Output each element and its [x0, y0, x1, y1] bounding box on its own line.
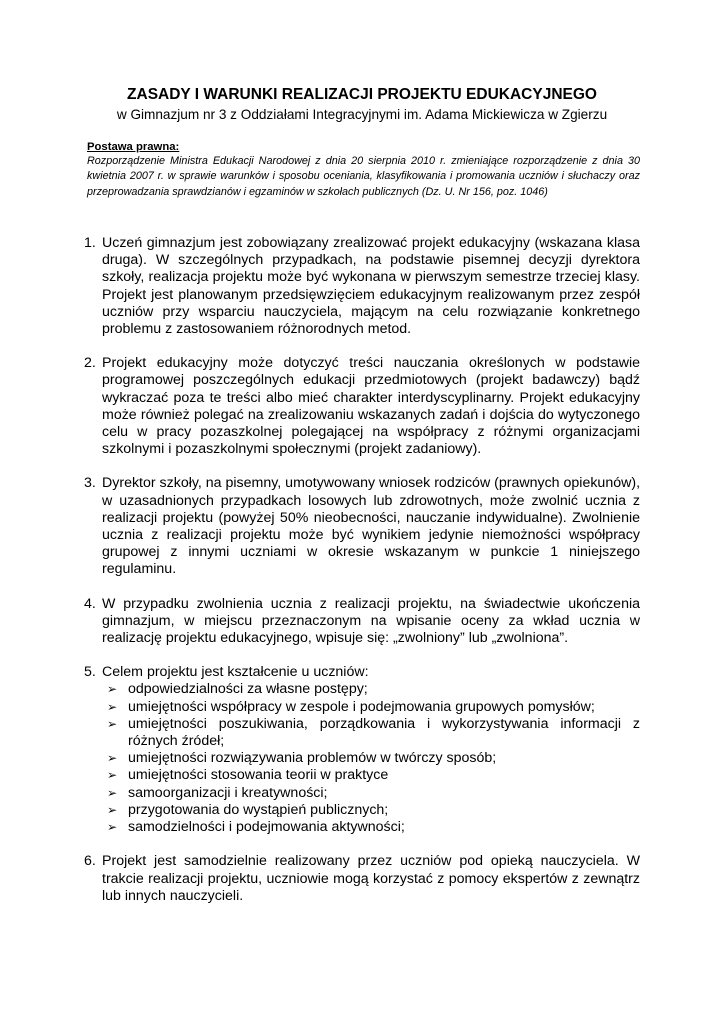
rule-item: [84, 853, 640, 905]
legal-basis: [87, 140, 640, 200]
rule-item: [84, 664, 640, 836]
goal-text: umiejętności stosowania teorii w praktyce: [128, 767, 389, 784]
goal-text: umiejętności rozwiązywania problemów w twórczy sposób;: [128, 750, 497, 767]
goal-item: [102, 750, 640, 767]
goal-text: samoorganizacji i kreatywności;: [128, 784, 328, 801]
goal-item: [102, 681, 640, 698]
rule-text: Projekt edukacyjny może dotyczyć treści nauczania określonych w podstawie programowej poszczególnych edukacji przedmiotowych (projekt badawczy) bądź wykraczać poza te treści albo mieć charakter interdyscyplinarny. Projekt edukacyjny może również polegać na zrealizowaniu wskazanych zadań i dojścia do wytyczonego celu w pracy pozaszkolnej polegającej na współpracy z różnymi organizacjami szkolnymi i pozaszkolnymi społecznymi (projekt zadaniowy).: [102, 355, 640, 458]
rule-text: Dyrektor szkoły, na pisemny, umotywowany wniosek rodziców (prawnych opiekunów), w uzasadnionych przypadkach losowych lub zdrowotnych, może zwolnić ucznia z realizacji projektu (powyżej 50% nieobecności, nauczanie indywidualne). Zwolnienie ucznia z realizacji projektu może być wynikiem jedynie niemożności współpracy grupowej z innymi uczniami w okresie wskazanym w punkcie 1 niniejszego regulaminu.: [102, 475, 641, 578]
goals-intro: Celem projektu jest kształcenie u uczniów:: [102, 664, 369, 681]
rule-item: [84, 355, 640, 458]
rule-text: Projekt jest samodzielnie realizowany przez uczniów pod opieką nauczyciela. W trakcie realizacji projektu, uczniowie mogą korzystać z pomocy ekspertów z zewnątrz lub innych nauczycieli.: [102, 853, 640, 904]
arrow-bullet-icon: ➢: [107, 751, 118, 766]
goal-item: [102, 716, 640, 750]
goal-item: [102, 819, 640, 836]
goal-item: [102, 767, 640, 784]
rule-number: 3.: [84, 475, 96, 492]
arrow-bullet-icon: ➢: [107, 820, 118, 835]
goal-text: przygotowania do wystąpień publicznych;: [128, 801, 389, 818]
arrow-bullet-icon: ➢: [107, 699, 118, 714]
rule-text: Uczeń gimnazjum jest zobowiązany zrealizować projekt edukacyjny (wskazana klasa druga). W szczególnych przypadkach, na podstawie pisemnej decyzji dyrektora szkoły, realizacja projektu może być wykonana w pierwszym semestrze trzeciej klasy. Projekt jest planowanym przedsięwzięciem edukacyjnym realizowanym przez zespół uczniów przy wsparciu nauczyciela, mającym na celu rozwiązanie konkretnego problemu z zastosowaniem różnorodnych metod.: [102, 235, 640, 338]
goal-item: [102, 699, 640, 716]
arrow-bullet-icon: ➢: [107, 802, 118, 817]
goal-text: umiejętności współpracy w zespole i podejmowania grupowych pomysłów;: [128, 698, 595, 715]
arrow-bullet-icon: ➢: [107, 768, 118, 783]
rules-list: [84, 235, 640, 922]
rule-text: W przypadku zwolnienia ucznia z realizacji projektu, na świadectwie ukończenia gimnazjum, w miejscu przeznaczonym na wpisanie oceny za wkład ucznia w realizację projektu edukacyjnego, wpisuje się: „zwolniony” lub „zwolniona”.: [102, 595, 640, 647]
arrow-bullet-icon: ➢: [107, 716, 118, 731]
goal-item: [102, 785, 640, 802]
rule-number: 6.: [84, 853, 96, 870]
legal-basis-heading: Postawa prawna:: [87, 141, 180, 153]
rule-number: 1.: [84, 235, 96, 251]
rule-item: [84, 475, 640, 578]
goal-text: umiejętności poszukiwania, porządkowania i wykorzystywania informacji z różnych źródeł;: [128, 715, 640, 750]
arrow-bullet-icon: ➢: [107, 682, 118, 697]
arrow-bullet-icon: ➢: [107, 785, 118, 800]
goals-list: [102, 681, 640, 836]
goal-text: odpowiedzialności za własne postępy;: [128, 681, 368, 698]
rule-text-goals: [102, 664, 640, 836]
goal-item: [102, 802, 640, 819]
document-subtitle: w Gimnazjum nr 3 z Oddziałami Integracyjnymi im. Adama Mickiewicza w Zgierzu: [116, 107, 608, 122]
goal-text: samodzielności i podejmowania aktywności;: [128, 819, 405, 836]
rule-number: 2.: [84, 355, 96, 372]
rule-item: [84, 596, 640, 648]
legal-basis-text: Rozporządzenie Ministra Edukacji Narodowej z dnia 20 sierpnia 2010 r. zmieniające rozporządzenie z dnia 30 kwietnia 2007 r. w sprawie warunków i sposobu oceniania, klasyfikowania i promowania uczniów i słuchaczy oraz przeprowadzania sprawdzianów i egzaminów w szkołach publicznych (Dz. U. Nr 156, poz. 1046): [87, 155, 640, 198]
rule-number: 5.: [84, 664, 96, 681]
rule-item: [84, 235, 640, 338]
rule-number: 4.: [84, 595, 96, 612]
document-title: ZASADY I WARUNKI REALIZACJI PROJEKTU EDUKACYJNEGO: [127, 86, 597, 103]
